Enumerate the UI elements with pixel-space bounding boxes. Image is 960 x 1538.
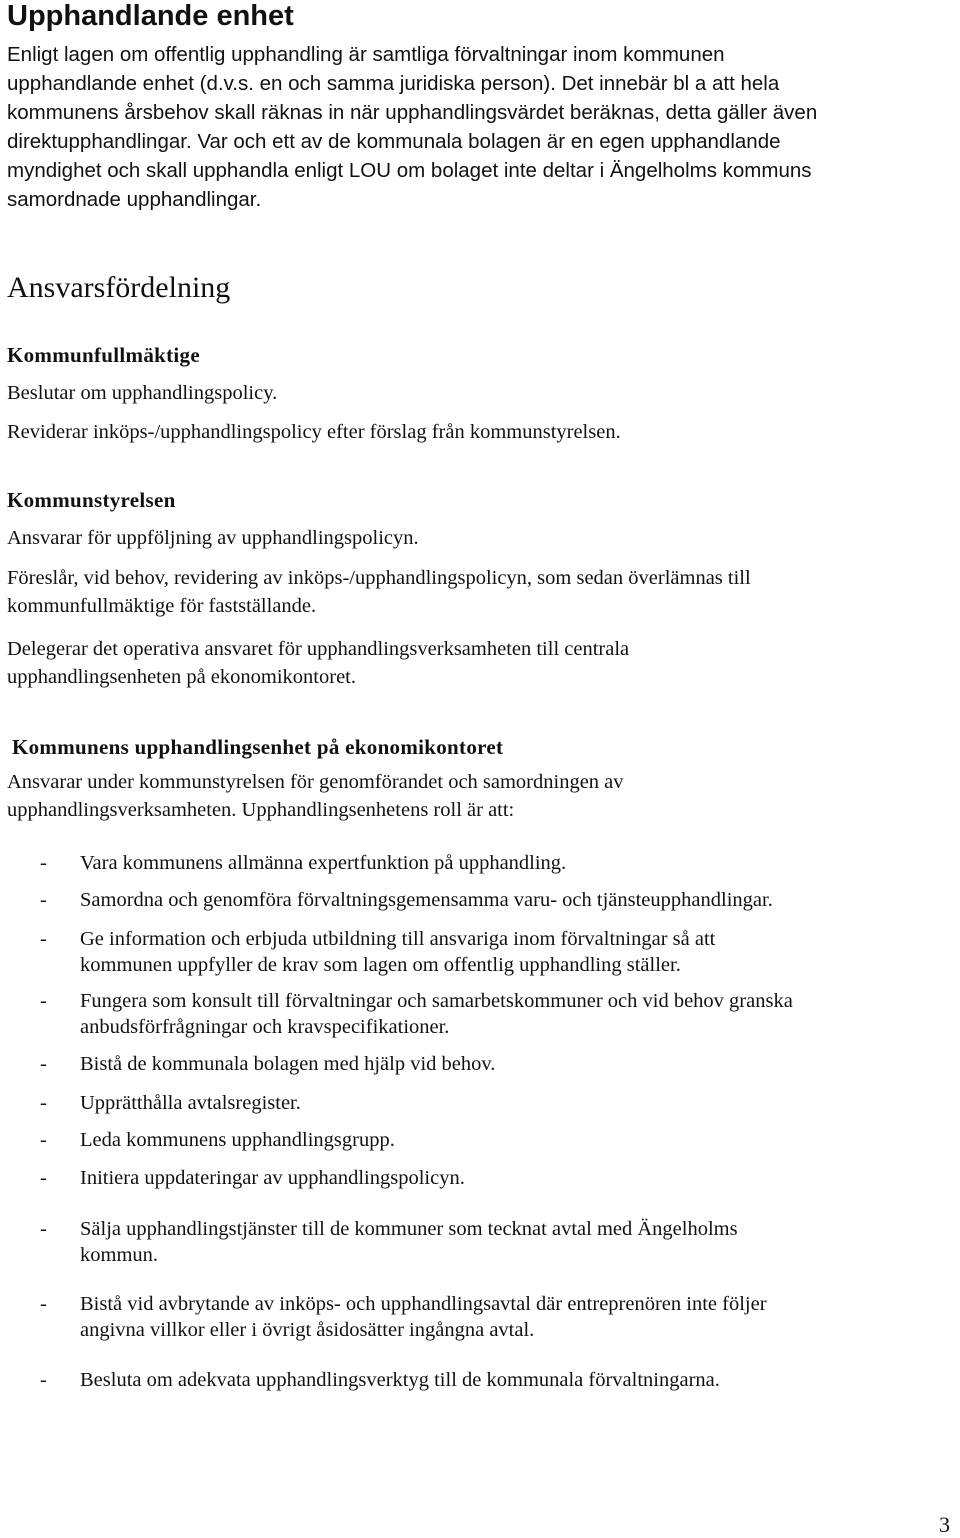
section-title: Ansvarsfördelning: [7, 271, 231, 304]
list-item-text: [80, 988, 793, 1040]
kf-paragraph-1: Beslutar om upphandlingspolicy.: [7, 382, 278, 404]
ue-paragraph-1-line: upphandlingsverksamheten. Upphandlingsenhetens roll är att:: [7, 799, 515, 821]
list-item-line: Bistå vid avbrytande av inköps- och upphandlingsavtal där entreprenören inte följer: [80, 1293, 767, 1315]
list-bullet: -: [40, 1129, 47, 1151]
list-item-line: anbudsförfrågningar och kravspecifikationer.: [80, 1016, 450, 1038]
list-item-line: kommun.: [80, 1244, 159, 1266]
ks-paragraph-3: [7, 635, 629, 691]
list-item-text: [80, 1051, 495, 1077]
ks-paragraph-3-line: Delegerar det operativa ansvaret för upphandlingsverksamheten till centrala: [7, 638, 630, 660]
intro-line: Enligt lagen om offentlig upphandling är samtliga förvaltningar inom kommunen: [7, 43, 725, 66]
page-heading: Upphandlande enhet: [7, 0, 294, 32]
list-item-line: Bistå de kommunala bolagen med hjälp vid behov.: [80, 1053, 496, 1075]
intro-line: samordnade upphandlingar.: [7, 188, 262, 211]
list-item-line: angivna villkor eller i övrigt åsidosätter ingångna avtal.: [80, 1319, 535, 1341]
ks-paragraph-1: Ansvarar för uppföljning av upphandlingspolicyn.: [7, 527, 419, 549]
list-item-line: Leda kommunens upphandlingsgrupp.: [80, 1129, 395, 1151]
intro-paragraph: [7, 40, 817, 214]
list-item-line: Fungera som konsult till förvaltningar och samarbetskommuner och vid behov granska: [80, 990, 793, 1012]
list-item-text: [80, 1090, 301, 1116]
ks-paragraph-2-line: kommunfullmäktige för fastställande.: [7, 595, 317, 617]
intro-line: direktupphandlingar. Var och ett av de kommunala bolagen är en egen upphandlande: [7, 130, 781, 153]
intro-line: upphandlande enhet (d.v.s. en och samma juridiska person). Det innebär bl a att hela: [7, 72, 780, 95]
list-bullet: -: [40, 1167, 47, 1189]
ue-heading: Kommunens upphandlingsenhet på ekonomikontoret: [12, 735, 504, 759]
list-bullet: -: [40, 889, 47, 911]
list-item-line: Initiera uppdateringar av upphandlingspolicyn.: [80, 1167, 465, 1189]
list-bullet: -: [40, 1053, 47, 1075]
page-number: 3: [939, 1512, 950, 1537]
list-item-text: [80, 1291, 767, 1343]
intro-line: kommunens årsbehov skall räknas in när upphandlingsvärdet beräknas, detta gäller även: [7, 101, 818, 124]
list-item-text: [80, 1216, 738, 1268]
list-item-line: kommunen uppfyller de krav som lagen om offentlig upphandling ställer.: [80, 954, 681, 976]
intro-line: myndighet och skall upphandla enligt LOU om bolaget inte deltar i Ängelholms kommuns: [7, 159, 812, 182]
list-item-text: [80, 1165, 465, 1191]
ks-heading: Kommunstyrelsen: [7, 488, 176, 512]
list-item-line: Besluta om adekvata upphandlingsverktyg till de kommunala förvaltningarna.: [80, 1369, 720, 1391]
list-bullet: -: [40, 1293, 47, 1315]
ks-paragraph-2: [7, 564, 751, 620]
ks-paragraph-2-line: Föreslår, vid behov, revidering av inköps-/upphandlingspolicyn, som sedan överlämnas till: [7, 567, 751, 589]
list-bullet: -: [40, 1092, 47, 1114]
kf-heading: Kommunfullmäktige: [7, 343, 200, 367]
kf-paragraph-2: Reviderar inköps-/upphandlingspolicy efter förslag från kommunstyrelsen.: [7, 421, 621, 443]
list-item-line: Vara kommunens allmänna expertfunktion på upphandling.: [80, 852, 567, 874]
ue-paragraph-1: [7, 768, 624, 824]
list-bullet: -: [40, 852, 47, 874]
list-item-text: [80, 926, 715, 978]
list-item-text: [80, 850, 566, 876]
list-item-text: [80, 1127, 395, 1153]
list-bullet: -: [40, 1218, 47, 1240]
list-item-line: Upprätthålla avtalsregister.: [80, 1092, 301, 1114]
list-item-line: Ge information och erbjuda utbildning till ansvariga inom förvaltningar så att: [80, 928, 716, 950]
list-item-text: [80, 887, 773, 913]
list-item-line: Sälja upphandlingstjänster till de kommuner som tecknat avtal med Ängelholms: [80, 1218, 738, 1240]
ue-paragraph-1-line: Ansvarar under kommunstyrelsen för genomförandet och samordningen av: [7, 771, 624, 793]
list-bullet: -: [40, 928, 47, 950]
list-item-text: [80, 1367, 720, 1393]
list-bullet: -: [40, 990, 47, 1012]
ks-paragraph-3-line: upphandlingsenheten på ekonomikontoret.: [7, 666, 356, 688]
list-item-line: Samordna och genomföra förvaltningsgemensamma varu- och tjänsteupphandlingar.: [80, 889, 773, 911]
list-bullet: -: [40, 1369, 47, 1391]
